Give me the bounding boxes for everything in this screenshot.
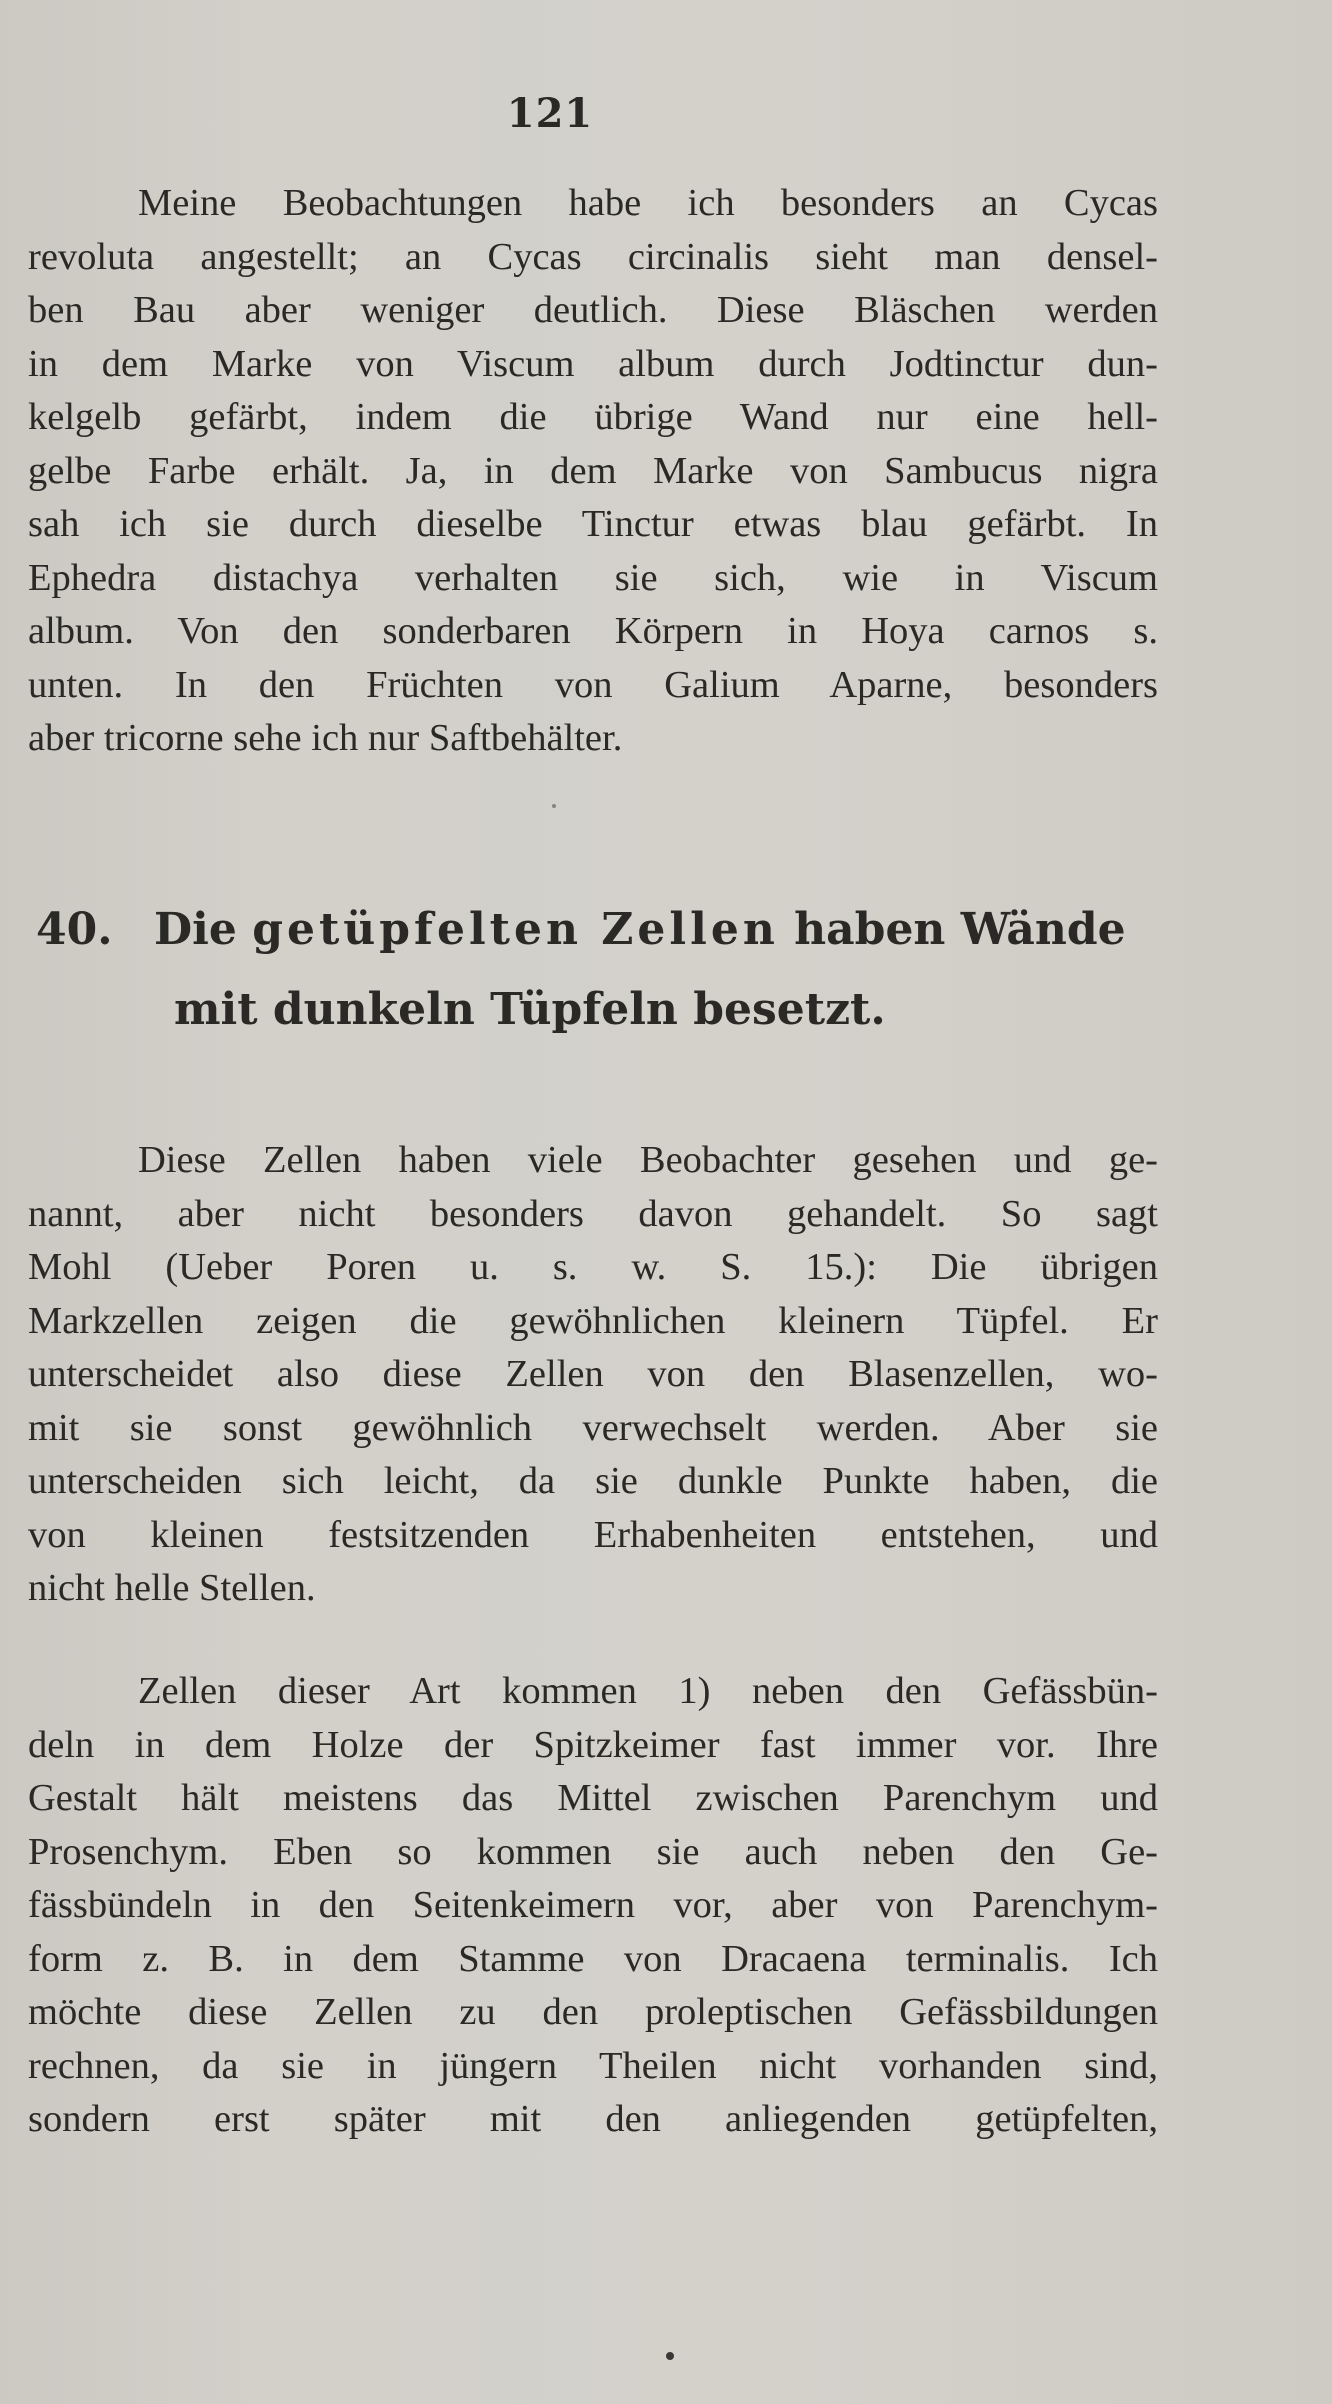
text-line: möchte diese Zellen zu den proleptischen Gefässbildungen xyxy=(28,1991,1158,2033)
heading-line-2: mit dunkeln Tüpfeln besetzt. xyxy=(174,984,886,1035)
section-number: 40. xyxy=(36,904,113,955)
text-line: sah ich sie durch dieselbe Tinctur etwas blau gefärbt. In xyxy=(28,503,1158,545)
text-line: unterscheiden sich leicht, da sie dunkle Punkte haben, die xyxy=(28,1460,1158,1502)
page-number: 121 xyxy=(506,90,594,137)
text-line: mit sie sonst gewöhnlich verwechselt werden. Aber sie xyxy=(28,1406,1158,1449)
heading-line-1 xyxy=(36,890,1136,970)
ink-speck xyxy=(552,804,556,808)
text-line: Markzellen zeigen die gewöhnlichen kleinern Tüpfel. Er xyxy=(28,1299,1158,1342)
text-line: Gestalt hält meistens das Mittel zwischen Parenchym und xyxy=(28,1777,1158,1819)
text-line: Prosenchym. Eben so kommen sie auch neben den Ge- xyxy=(28,1830,1158,1873)
text-line: rechnen, da sie in jüngern Theilen nicht vorhanden sind, xyxy=(28,2044,1158,2087)
ink-speck xyxy=(666,2352,674,2360)
text-line: Zellen dieser Art kommen 1) neben den Gefässbün- xyxy=(138,1670,1158,1712)
paragraph-zellen-dieser-art xyxy=(28,1665,1158,2147)
text-line: revoluta angestellt; an Cycas circinalis sieht man densel- xyxy=(28,235,1158,278)
text-line: nicht helle Stellen. xyxy=(28,1567,316,1609)
text-line: gelbe Farbe erhält. Ja, in dem Marke von Sambucus nigra xyxy=(28,449,1158,492)
heading-spaced-words: getüpfelten Zellen xyxy=(252,904,779,955)
text-line: von kleinen festsitzenden Erhabenheiten entstehen, und xyxy=(28,1513,1158,1556)
heading-words: haben Wände xyxy=(794,904,1126,955)
text-line: aber tricorne sehe ich nur Saftbehälter. xyxy=(28,717,623,759)
text-line: Mohl (Ueber Poren u. s. w. S. 15.): Die übrigen xyxy=(28,1246,1158,1288)
text-line: form z. B. in dem Stamme von Dracaena terminalis. Ich xyxy=(28,1937,1158,1980)
paragraph-beobachtungen xyxy=(28,177,1158,766)
text-line: kelgelb gefärbt, indem die übrige Wand nur eine hell- xyxy=(28,396,1158,438)
paragraph-beobachter xyxy=(28,1134,1158,1616)
text-line: Meine Beobachtungen habe ich besonders an Cycas xyxy=(138,182,1158,224)
text-line: fässbündeln in den Seitenkeimern vor, aber von Parenchym- xyxy=(28,1884,1158,1926)
text-line: deln in dem Holze der Spitzkeimer fast immer vor. Ihre xyxy=(28,1723,1158,1766)
text-line: Diese Zellen haben viele Beobachter gesehen und ge- xyxy=(138,1139,1158,1181)
text-line: in dem Marke von Viscum album durch Jodtinctur dun- xyxy=(28,342,1158,385)
section-heading xyxy=(36,890,1136,1050)
text-line: ben Bau aber weniger deutlich. Diese Bläschen werden xyxy=(28,289,1158,331)
text-line: album. Von den sonderbaren Körpern in Hoya carnos s. xyxy=(28,610,1158,652)
text-line: unten. In den Früchten von Galium Aparne, besonders xyxy=(28,663,1158,706)
text-line: sondern erst später mit den anliegenden getüpfelten, xyxy=(28,2098,1158,2140)
text-line: unterscheidet also diese Zellen von den Blasenzellen, wo- xyxy=(28,1353,1158,1395)
text-line: Ephedra distachya verhalten sie sich, wie in Viscum xyxy=(28,556,1158,599)
text-line: nannt, aber nicht besonders davon gehandelt. So sagt xyxy=(28,1192,1158,1235)
heading-word: Die xyxy=(154,904,237,955)
